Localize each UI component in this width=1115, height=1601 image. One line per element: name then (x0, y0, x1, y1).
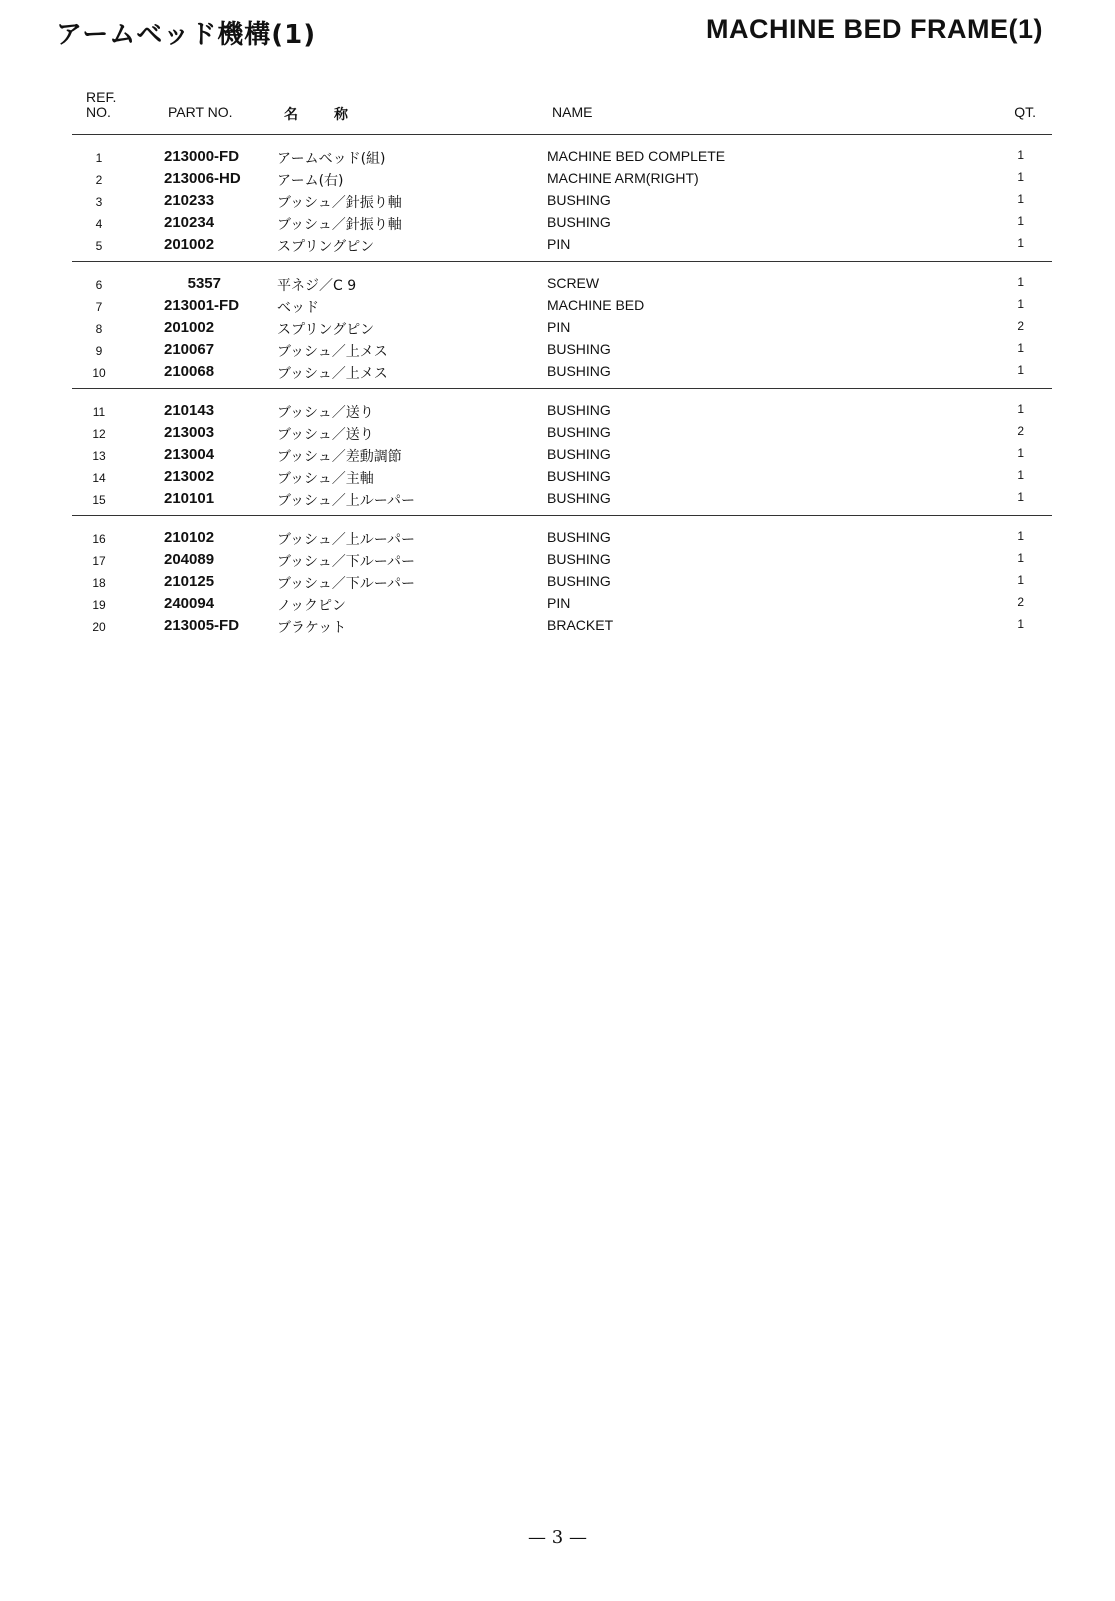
part-no: 210101 (164, 490, 215, 507)
part-no: 210143 (164, 402, 215, 419)
part-name: BUSHING (547, 468, 611, 484)
table-row (72, 316, 1052, 338)
part-name: BUSHING (547, 341, 611, 357)
table-row (72, 570, 1052, 592)
name-japanese: ブッシュ／下ルーパー (277, 576, 416, 592)
part-name: BUSHING (547, 402, 611, 418)
ref-no: 7 (95, 300, 103, 314)
quantity: 2 (1017, 595, 1024, 609)
name-japanese: アームベッド(組) (277, 151, 386, 167)
table-row (72, 526, 1052, 548)
ref-no: 3 (95, 195, 103, 209)
table-row (72, 211, 1052, 233)
parts-table (72, 86, 1052, 642)
header-no-label: NO. (86, 104, 111, 120)
part-no: 204089 (164, 551, 215, 568)
ref-no: 11 (92, 405, 106, 419)
ref-no: 9 (95, 344, 103, 358)
part-name: BUSHING (547, 573, 611, 589)
ref-no: 10 (92, 366, 106, 380)
part-name: MACHINE BED COMPLETE (547, 148, 726, 164)
table-row (72, 487, 1052, 509)
table-row (72, 294, 1052, 316)
page-title-japanese: アームベッド機構(1) (56, 20, 317, 50)
ref-no: 19 (92, 598, 106, 612)
ref-no: 8 (95, 322, 103, 336)
table-row (72, 272, 1052, 294)
part-name: BUSHING (547, 446, 611, 462)
part-no: 201002 (164, 236, 215, 253)
name-japanese: ブッシュ／上メス (277, 366, 388, 382)
part-no: 210125 (164, 573, 215, 590)
table-header (72, 86, 1052, 135)
table-group-4 (72, 516, 1052, 642)
ref-no: 20 (92, 620, 106, 634)
part-name: BUSHING (547, 192, 611, 208)
ref-no: 14 (92, 471, 106, 485)
page-title-english: MACHINE BED FRAME(1) (706, 14, 1043, 44)
quantity: 1 (1017, 446, 1024, 460)
part-name: BUSHING (547, 363, 611, 379)
part-no: 213005-FD (164, 617, 240, 634)
table-row (72, 189, 1052, 211)
name-japanese: ブッシュ／差動調節 (277, 449, 402, 465)
quantity: 1 (1017, 170, 1024, 184)
name-japanese: ブッシュ／上ルーパー (277, 493, 416, 509)
name-japanese: ブッシュ／送り (277, 405, 374, 421)
quantity: 1 (1017, 363, 1024, 377)
part-no: 210068 (164, 363, 215, 380)
part-name: BUSHING (547, 424, 611, 440)
table-group-2 (72, 262, 1052, 389)
header-name: NAME (552, 104, 593, 120)
header-part-no: PART NO. (168, 104, 233, 120)
table-row (72, 167, 1052, 189)
ref-no: 5 (95, 239, 103, 253)
quantity: 2 (1017, 424, 1024, 438)
name-japanese: ブッシュ／針振り軸 (277, 217, 402, 233)
ref-no: 2 (95, 173, 103, 187)
table-row (72, 465, 1052, 487)
quantity: 1 (1017, 529, 1024, 543)
header-ref-label: REF. (86, 89, 117, 105)
part-name: BUSHING (547, 551, 611, 567)
part-no: 201002 (164, 319, 215, 336)
part-no: 240094 (164, 595, 215, 612)
table-row (72, 145, 1052, 167)
part-no: 210234 (164, 214, 215, 231)
name-japanese: ノックピン (277, 598, 347, 614)
name-japanese: スプリングピン (277, 239, 375, 255)
quantity: 1 (1017, 297, 1024, 311)
part-no: 213000-FD (164, 148, 240, 165)
part-no: 213006-HD (164, 170, 241, 187)
quantity: 1 (1017, 275, 1024, 289)
table-row (72, 421, 1052, 443)
name-japanese: スプリングピン (277, 322, 375, 338)
table-group-1 (72, 135, 1052, 262)
name-japanese: ブッシュ／送り (277, 427, 374, 443)
name-japanese: ベッド (277, 300, 319, 316)
table-row (72, 592, 1052, 614)
quantity: 1 (1017, 573, 1024, 587)
ref-no: 12 (92, 427, 106, 441)
part-name: MACHINE BED (547, 297, 645, 313)
part-name: PIN (547, 319, 571, 335)
table-row (72, 233, 1052, 255)
quantity: 1 (1017, 617, 1024, 631)
header-ref-no (86, 90, 116, 120)
quantity: 1 (1017, 468, 1024, 482)
quantity: 1 (1017, 236, 1024, 250)
quantity: 1 (1017, 490, 1024, 504)
quantity: 1 (1017, 214, 1024, 228)
name-japanese: ブッシュ／下ルーパー (277, 554, 416, 570)
part-name: BRACKET (547, 617, 614, 633)
quantity: 2 (1017, 319, 1024, 333)
part-name: SCREW (547, 275, 600, 291)
quantity: 1 (1017, 551, 1024, 565)
ref-no: 13 (92, 449, 106, 463)
name-japanese: ブラケット (277, 620, 347, 636)
name-japanese: アーム(右) (277, 173, 344, 189)
quantity: 1 (1017, 402, 1024, 416)
part-no: 210102 (164, 529, 215, 546)
ref-no: 6 (95, 278, 103, 292)
part-no: 213004 (164, 446, 215, 463)
ref-no: 18 (92, 576, 106, 590)
quantity: 1 (1017, 341, 1024, 355)
part-no: 210233 (164, 192, 215, 209)
table-group-3 (72, 389, 1052, 516)
ref-no: 15 (92, 493, 106, 507)
ref-no: 17 (92, 554, 106, 568)
header-name-japanese: 名称 (284, 106, 384, 122)
part-no: 213001-FD (164, 297, 240, 314)
table-row (72, 338, 1052, 360)
header-quantity: QT. (1014, 104, 1036, 120)
part-no: 213002 (164, 468, 215, 485)
table-row (72, 399, 1052, 421)
part-name: PIN (547, 236, 571, 252)
ref-no: 4 (95, 217, 103, 231)
part-no: 210067 (164, 341, 215, 358)
ref-no: 16 (92, 532, 106, 546)
table-row (72, 360, 1052, 382)
part-no: 213003 (164, 424, 215, 441)
table-row (72, 548, 1052, 570)
part-no: 5357 (187, 275, 221, 292)
name-japanese: 平ネジ／C 9 (277, 278, 357, 294)
ref-no: 1 (95, 151, 103, 165)
part-name: BUSHING (547, 529, 611, 545)
part-name: BUSHING (547, 490, 611, 506)
quantity: 1 (1017, 148, 1024, 162)
name-japanese: ブッシュ／主軸 (277, 471, 374, 487)
name-japanese: ブッシュ／針振り軸 (277, 195, 402, 211)
quantity: 1 (1017, 192, 1024, 206)
name-japanese: ブッシュ／上メス (277, 344, 388, 360)
table-row (72, 614, 1052, 636)
name-japanese: ブッシュ／上ルーパー (277, 532, 416, 548)
part-name: BUSHING (547, 214, 611, 230)
table-row (72, 443, 1052, 465)
page-number: — 3 — (528, 1527, 587, 1548)
part-name: PIN (547, 595, 571, 611)
part-name: MACHINE ARM(RIGHT) (547, 170, 699, 186)
